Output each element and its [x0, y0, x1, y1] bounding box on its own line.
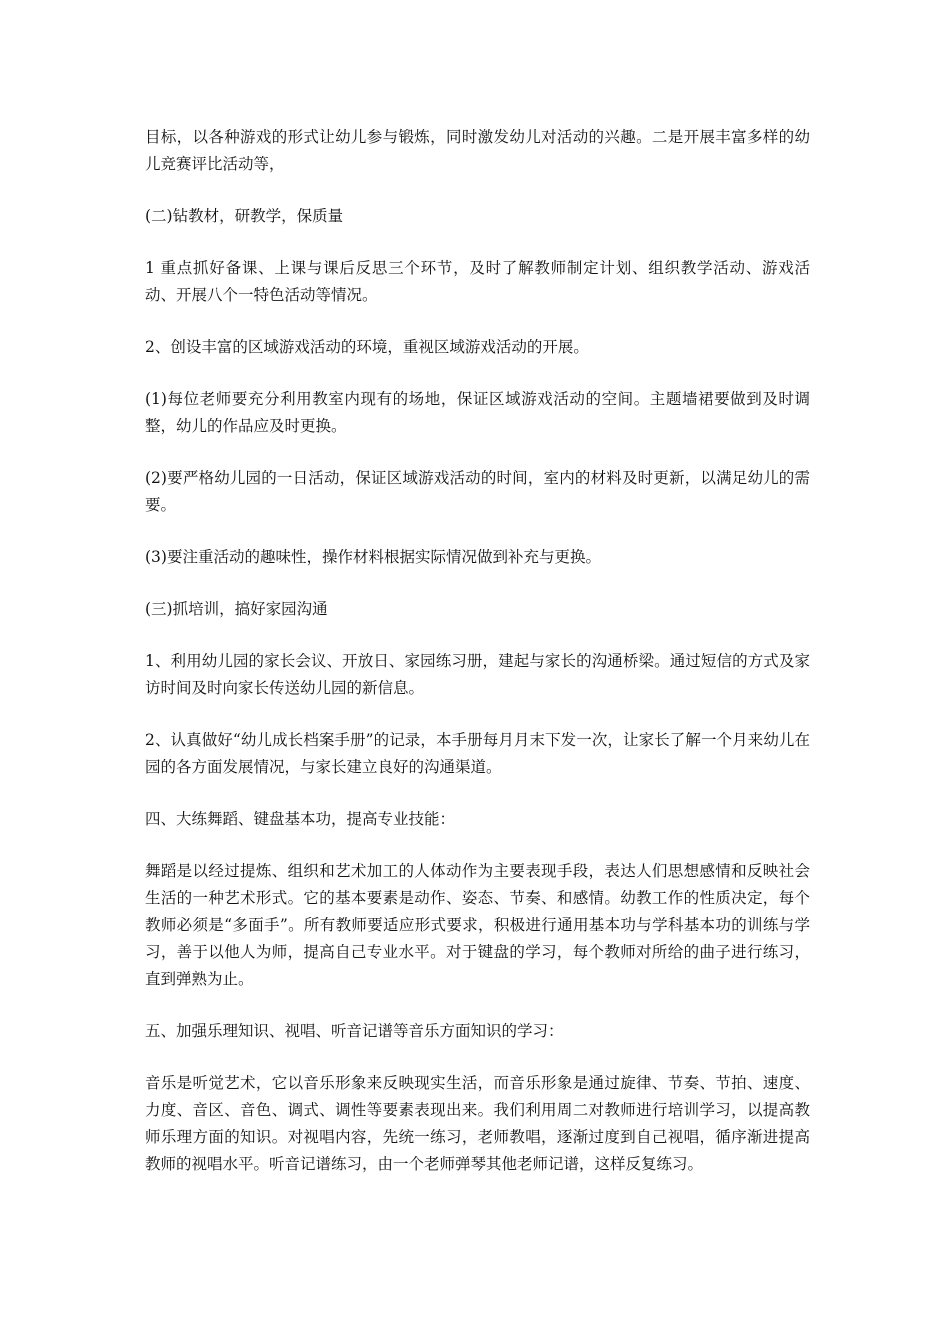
paragraph-music: 音乐是听觉艺术，它以音乐形象来反映现实生活，而音乐形象是通过旋律、节奏、节拍、速度、力度、音区、音色、调式、调性等要素表现出来。我们利用周二对教师进行培训学习，以提高教师乐理方面的知识。对视唱内容，先统一练习，老师教唱，逐渐过度到自己视唱，循序渐进提高教师的视唱水平。听音记谱练习，由一个老师弹琴其他老师记谱，这样反复练习。 [145, 1074, 810, 1173]
paragraph-parent-meetings: 1、利用幼儿园的家长会议、开放日、家园练习册，建起与家长的沟通桥梁。通过短信的方式及家访时间及时向家长传送幼儿园的新信息。 [145, 652, 810, 697]
document-body [145, 124, 810, 1203]
paragraph-growth-records: 2、认真做好“幼儿成长档案手册”的记录，本手册每月月末下发一次，让家长了解一个月来幼儿在园的各方面发展情况，与家长建立良好的沟通渠道。 [145, 731, 810, 776]
paragraph-area-games: 2、创设丰富的区域游戏活动的环境，重视区域游戏活动的开展。 [145, 338, 589, 356]
heading-training-communication: (三)抓培训，搞好家园沟通 [145, 600, 328, 618]
paragraph-daily-activities: (2)要严格幼儿园的一日活动，保证区域游戏活动的时间，室内的材料及时更新，以满足幼儿的需要。 [145, 469, 810, 514]
paragraph-goal-continuation: 目标，以各种游戏的形式让幼儿参与锻炼，同时激发幼儿对活动的兴趣。二是开展丰富多样的幼儿竞赛评比活动等， [145, 128, 810, 173]
heading-music-theory: 五、加强乐理知识、视唱、听音记谱等音乐方面知识的学习： [145, 1022, 564, 1040]
heading-dance-keyboard: 四、大练舞蹈、键盘基本功，提高专业技能： [145, 810, 456, 828]
paragraph-classroom-space: (1)每位老师要充分利用教室内现有的场地，保证区域游戏活动的空间。主题墙裙要做到及时调整，幼儿的作品应及时更换。 [145, 390, 810, 435]
paragraph-lesson-prep: 1 重点抓好备课、上课与课后反思三个环节，及时了解教师制定计划、组织教学活动、游戏活动、开展八个一特色活动等情况。 [145, 259, 810, 304]
paragraph-dance: 舞蹈是以经过提炼、组织和艺术加工的人体动作为主要表现手段，表达人们思想感情和反映社会生活的一种艺术形式。它的基本要素是动作、姿态、节奏、和感情。幼教工作的性质决定，每个教师必须是“多面手”。所有教师要适应形式要求，积极进行通用基本功与学科基本功的训练与学习，善于以他人为师，提高自己专业水平。对于键盘的学习，每个教师对所给的曲子进行练习，直到弹熟为止。 [145, 862, 810, 988]
paragraph-activity-interest: (3)要注重活动的趣味性，操作材料根据实际情况做到补充与更换。 [145, 548, 601, 566]
heading-study-materials: (二)钻教材，研教学，保质量 [145, 207, 344, 225]
